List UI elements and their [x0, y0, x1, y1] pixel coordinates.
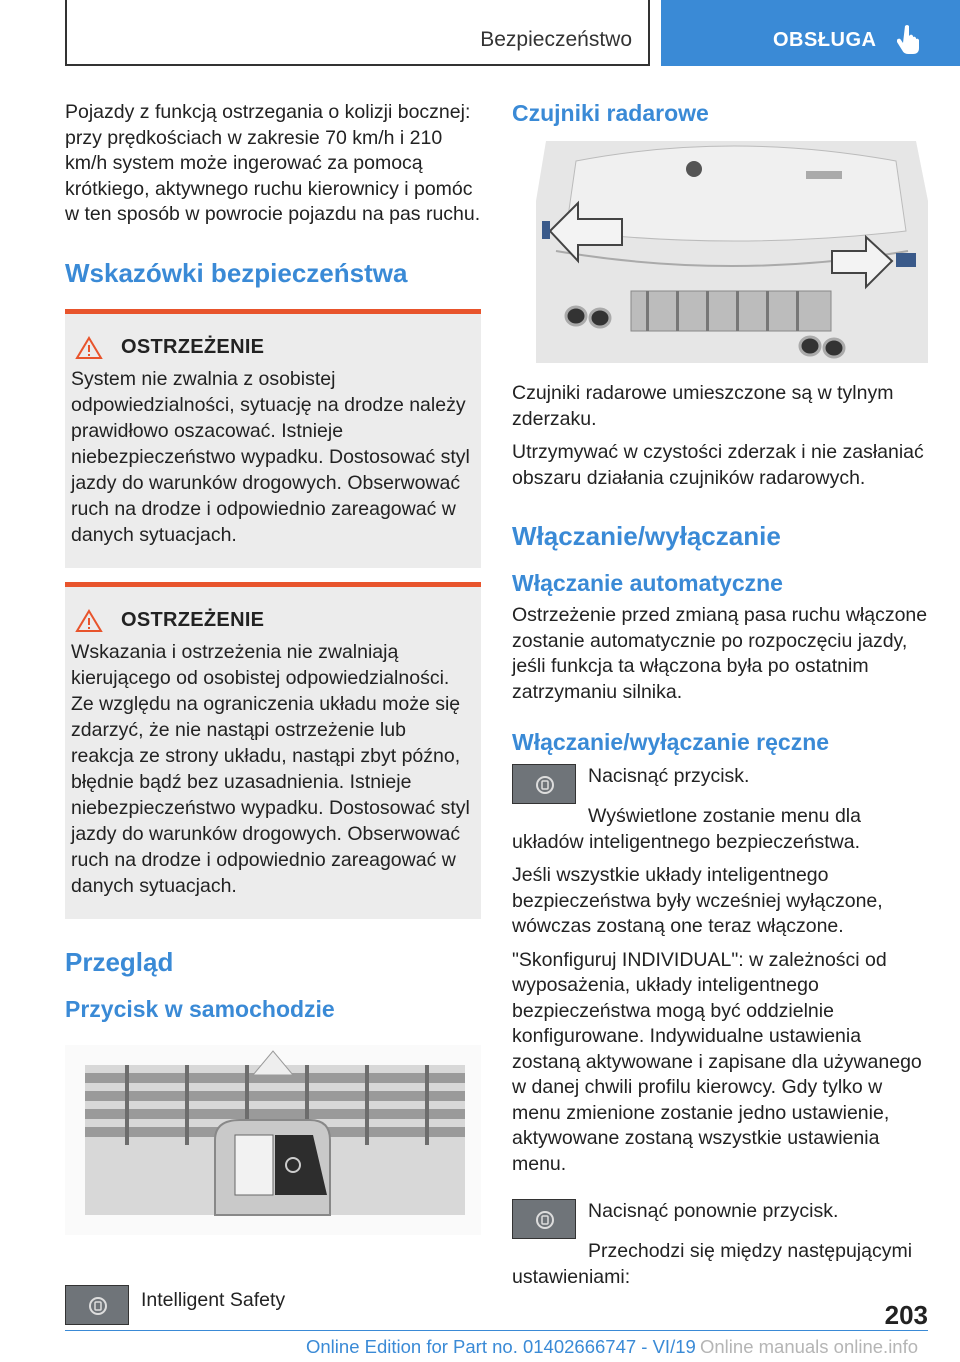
radar-photo: [536, 141, 928, 363]
radar-paragraph-1: Czujniki radarowe umieszczone są w tylnym zderzaku.: [512, 382, 894, 430]
heading-on-off: Włączanie/wyłączanie: [512, 521, 781, 551]
warning-triangle-icon: [75, 336, 103, 360]
warning-text: System nie zwalnia z osobistej odpowiedzialności, sytuację na drodze należy prawidłowo oszacować. Istnieje niebezpieczeństwo wypadku. Dostosować styl jazdy do warunków drogowych. Obserwować ruch na drodze i odpowiednio zareagować w danych sytuacjach.: [71, 367, 470, 546]
step-2-text: Nacisnąć ponownie przycisk.: [588, 1200, 839, 1222]
button-legend-label: Intelligent Safety: [141, 1288, 286, 1311]
intelligent-safety-button-icon: [512, 764, 576, 804]
page-number: 203: [884, 1300, 928, 1330]
warning-title: OSTRZEŻENIE: [121, 336, 265, 358]
step-1-text: Nacisnąć przycisk.: [588, 765, 750, 787]
intelligent-safety-button-icon: [65, 1285, 129, 1325]
right-column: [512, 100, 928, 1298]
warning-triangle-icon: [75, 609, 103, 633]
all-off-paragraph: Jeśli wszystkie układy inteligentnego bezpieczeństwa były wcześniej wyłączone, wówczas zostaną one teraz włączone.: [512, 864, 883, 937]
left-column: [65, 100, 481, 1325]
warning-box-2: [65, 582, 481, 919]
car-grille-illustration: [65, 1045, 481, 1267]
step-2-result: Przechodzi się między następującymi ustawieniami:: [512, 1240, 913, 1288]
intro-paragraph: Pojazdy z funkcją ostrzegania o kolizji bocznej: przy prędkościach w zakresie 70 km/h i 210 km/h system może ingerować za pomocą krótkiego, aktywnego ruchu kierownicy i pomóc w ten sposób w powrocie pojazdu na pas ruchu.: [65, 101, 481, 225]
radar-paragraph-2: Utrzymywać w czystości zderzak i nie zasłaniać obszaru działania czujników radarowych.: [512, 441, 924, 489]
warning-title: OSTRZEŻENIE: [121, 609, 265, 631]
step-1-row: [512, 764, 928, 804]
heading-radar-sensors: Czujniki radarowe: [512, 100, 709, 126]
heading-button-in-car: Przycisk w samochodzie: [65, 995, 335, 1022]
button-legend-row: [65, 1285, 481, 1325]
heading-overview: Przegląd: [65, 946, 174, 977]
intelligent-safety-button-icon: [512, 1199, 576, 1239]
heading-manual-on-off: Włączanie/wyłączanie ręczne: [512, 729, 830, 755]
heading-auto-on: Włączanie automatyczne: [512, 570, 783, 596]
warning-box-1: [65, 309, 481, 568]
footer-edition: Online Edition for Part no. 01402666747 - VI/19: [306, 1336, 696, 1357]
auto-on-paragraph: Ostrzeżenie przed zmianą pasa ruchu włączone zostanie automatycznie po rozpoczęciu jazdy, jeśli funkcja ta włączona była po ostatnim zatrzymaniu silnika.: [512, 604, 928, 703]
footer-watermark: Online manuals online.info: [700, 1336, 919, 1357]
step-2-row: [512, 1199, 928, 1239]
header-section-tab: [65, 0, 650, 66]
header-section-title: Bezpieczeństwo: [480, 28, 632, 51]
footer-divider: [65, 1330, 928, 1331]
warning-text: Wskazania i ostrzeżenia nie zwalniają kierującego od osobistej odpowiedzialności. Ze względu na ograniczenia układu może się zdarzyć, że nie nastąpi ostrzeżenie lub reakcja ze strony układu, nastąpi zbyt późno, błędnie bądź bez uzasadnienia. Istnieje niebezpieczeństwo wypadku. Dostosować styl jazdy do warunków drogowych. Obserwować ruch na drodze i odpowiednio zareagować w danych sytuacjach.: [71, 640, 470, 897]
rear-bumper-illustration: [536, 141, 928, 363]
header-chapter-title: OBSŁUGA: [773, 29, 877, 51]
button-photo: [65, 1045, 481, 1267]
hand-pointer-icon: [897, 24, 923, 54]
header-chapter-tab: [661, 0, 960, 66]
heading-safety-notes: Wskazówki bezpieczeństwa: [65, 257, 408, 288]
step-1-result: Wyświetlone zostanie menu dla układów inteligentnego bezpieczeństwa.: [512, 805, 861, 853]
individual-paragraph: "Skonfiguruj INDIVIDUAL": w zależności od wyposażenia, układy inteligentnego bezpieczeństwa mogą być oddzielnie konfigurowane. Indywidualne ustawienia zostaną aktywowane i zapisane dla używanego w danej chwili profilu kierowcy. Gdy tylko w menu zmienione zostanie jedno ustawienie, aktywowane zostaną wszystkie ustawienia menu.: [512, 948, 922, 1175]
